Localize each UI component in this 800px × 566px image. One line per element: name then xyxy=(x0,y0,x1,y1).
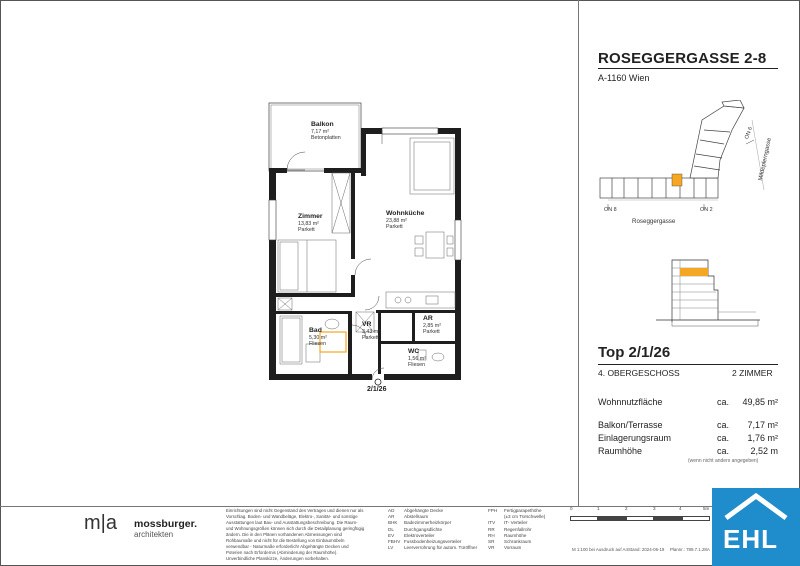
logo-subtitle: architekten xyxy=(134,530,174,539)
logo-name: mossburger. xyxy=(134,518,198,530)
unit-highlight-section xyxy=(680,268,708,276)
scale-info: M 1:100 bei Ausdruck auf A4 xyxy=(572,547,628,552)
room-label-vr: VR xyxy=(362,321,372,328)
map-label-on2: ON 2 xyxy=(700,207,713,213)
room-floor-vr: Parkett xyxy=(362,335,379,341)
legend-item: EV Elektroverteiler xyxy=(388,532,435,538)
unit-rooms: 2 ZIMMER xyxy=(732,368,773,378)
scale-tick: 1 xyxy=(597,506,600,511)
legend-item: AR Abstellraum xyxy=(388,514,429,520)
legend-item: RR Regenfallrohr xyxy=(488,526,532,532)
scale-tick: 5m xyxy=(703,506,710,511)
plan-number: Plannr.: 789.7.1.28A xyxy=(670,547,710,552)
legend-right xyxy=(488,508,545,551)
area-label: Raumhöhe xyxy=(598,446,643,456)
site-map xyxy=(594,100,780,230)
room-label-wohnkueche: Wohnküche xyxy=(386,210,425,217)
project-title: ROSEGGERGASSE 2-8 xyxy=(598,50,767,67)
brand-name: EHL xyxy=(723,524,778,554)
area-label: Wohnnutzfläche xyxy=(598,397,663,407)
map-label-on6: ON 6 xyxy=(744,126,754,141)
scale-tick: 2 xyxy=(625,506,628,511)
room-area-balkon: 7,17 m² xyxy=(311,129,329,135)
area-label: Einlagerungsraum xyxy=(598,433,672,443)
room-area-ar: 2,85 m² xyxy=(423,323,441,329)
scale-segment xyxy=(654,516,682,521)
room-floor-wc: Fliesen xyxy=(408,362,426,368)
area-value: 7,17 m² xyxy=(747,420,778,430)
legend-item: VR Vorraum xyxy=(488,545,522,551)
room-floor-balkon: Betonplatten xyxy=(311,135,341,141)
unit-title: Top 2/1/26 xyxy=(598,344,671,361)
legend-item: SR Schrankraum xyxy=(488,538,532,544)
area-ca: ca. xyxy=(717,420,730,430)
unit-floor: 4. OBERGESCHOSS xyxy=(598,368,680,378)
legend-item: LV Leerverrohrung für autom. Türöffner xyxy=(388,545,478,551)
area-label: Balkon/Terrasse xyxy=(598,420,663,430)
room-area-vr: 3,43 m² xyxy=(362,329,380,335)
room-area-wc: 1,56 m² xyxy=(408,356,426,362)
scale-tick: 4 xyxy=(679,506,682,511)
room-area-bad: 5,30 m² xyxy=(309,335,327,341)
scale-tick: 3 xyxy=(653,506,656,511)
floor-plan xyxy=(262,100,468,396)
area-ca: ca. xyxy=(717,397,730,407)
room-label-wc: WC xyxy=(408,348,420,355)
legend-item: FPH Fertigparapethöhe xyxy=(488,508,542,513)
scale-segment xyxy=(598,516,626,521)
legend-left xyxy=(388,508,477,551)
logo-mark: m|a xyxy=(84,512,117,534)
unit-rule xyxy=(598,364,778,365)
area-value: 1,76 m² xyxy=(747,433,778,443)
unit-highlight-map xyxy=(672,174,682,186)
room-floor-zimmer: Parkett xyxy=(298,227,315,233)
scale-bar xyxy=(570,506,710,542)
legend-item: AD Abgehängte Decke xyxy=(388,508,444,513)
vertical-divider xyxy=(578,0,579,506)
scale-segment xyxy=(570,516,598,521)
date-info: Stand: 2024-06-19 xyxy=(628,547,665,552)
room-label-zimmer: Zimmer xyxy=(298,213,323,220)
scale-tick: 0 xyxy=(570,506,573,511)
disclaimer-text: Einrichtungen sind nicht Gegenstand des Vertrages und dienen nur als Vorschlag. Boden- und Wandbeläge, Elektro-, Sanitär- und sonstige Ausstattungen laut Bau- und Ausstattungsbeschreibung. Die Raum- und Wohnungsgrößen können sich durch die Detailplanung geringfügig ändern. Die in den Plänen vorhandenen Abmessungen sind Rohbaumaße und nicht für die Bestellung von Einbaumöbeln verwendbar - Naturmaße erforderlich! Abgehängte Decken und Poterien nach Erfordernis (Abminderung der Raumhöhe). Unverbindliche Planskizze, Änderungen vorbehalten. xyxy=(226,508,365,561)
map-street-side: Mildeplerngasse xyxy=(758,137,773,182)
legend-item: FBHV Fussbodenheizungsverteiler xyxy=(388,538,462,544)
title-rule xyxy=(598,68,778,69)
legend-item: (±3 cm Türschwelle) xyxy=(504,514,546,520)
map-label-on8: ON 8 xyxy=(604,207,617,213)
room-area-zimmer: 13,83 m² xyxy=(298,221,319,227)
room-area-wohnkueche: 23,88 m² xyxy=(386,218,407,224)
scale-segment xyxy=(682,516,710,521)
area-ca: ca. xyxy=(717,446,730,456)
legend-item: DL Durchgangsdlichte xyxy=(388,526,443,532)
area-value: 2,52 m xyxy=(750,446,778,456)
room-label-ar: AR xyxy=(423,315,433,322)
room-label-balkon: Balkon xyxy=(311,121,334,128)
areas-note: (wenn nicht anders angegeben) xyxy=(688,458,759,464)
legend-item: RH Raumhöhe xyxy=(488,532,527,538)
scale-segment xyxy=(626,516,654,521)
room-floor-ar: Parkett xyxy=(423,329,440,335)
map-street-main: Roseggergasse xyxy=(632,218,676,225)
plan-unit-tag: 2/1/26 xyxy=(367,386,387,393)
legend-item: BHK Badezimmerheizkörper xyxy=(388,520,452,526)
room-floor-wohnkueche: Parkett xyxy=(386,224,403,230)
entry-marker xyxy=(375,379,381,385)
room-label-bad: Bad xyxy=(309,327,322,334)
room-floor-bad: Fliesen xyxy=(309,341,327,347)
area-value: 49,85 m² xyxy=(742,397,778,407)
legend-item: ITV IT- Verteiler xyxy=(488,520,528,526)
project-city: A-1160 Wien xyxy=(598,73,650,83)
area-ca: ca. xyxy=(717,433,730,443)
section-view xyxy=(652,246,762,328)
